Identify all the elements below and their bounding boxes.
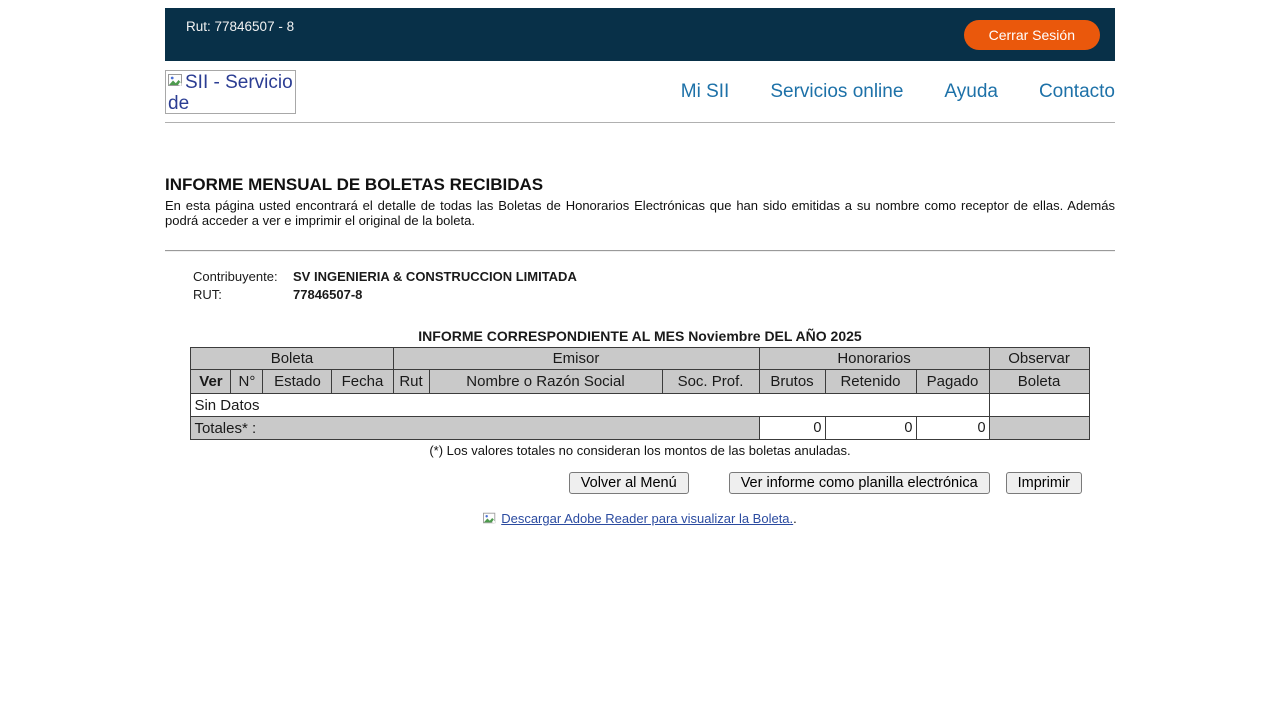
- nav-contacto[interactable]: Contacto: [1038, 80, 1115, 102]
- nav-ayuda[interactable]: Ayuda: [944, 80, 998, 102]
- divider: [165, 250, 1115, 252]
- taxpayer-info: [193, 268, 1115, 304]
- col-soc-prof: Soc. Prof.: [662, 370, 759, 394]
- totals-brutos-cell: 0: [759, 417, 825, 440]
- group-header-boleta: Boleta: [191, 348, 393, 370]
- print-button[interactable]: Imprimir: [1006, 472, 1082, 494]
- col-fecha: Fecha: [332, 370, 393, 394]
- nav-mi-sii[interactable]: Mi SII: [680, 80, 730, 102]
- group-header-honorarios: Honorarios: [759, 348, 989, 370]
- site-header: [165, 61, 1115, 123]
- broken-image-icon: [168, 72, 184, 93]
- download-adobe-reader-link[interactable]: Descargar Adobe Reader para visualizar la Boleta.: [501, 511, 794, 526]
- page-description: En esta página usted encontrará el detalle de todas las Boletas de Honorarios Electrónicas que han sido emitidas a su nombre como receptor de ellas. Además podrá acceder a ver e imprimir el original de la boleta.: [165, 198, 1115, 228]
- col-retenido: Retenido: [825, 370, 916, 394]
- sii-logo-broken-image[interactable]: [165, 70, 296, 114]
- taxpayer-name-row: [193, 268, 1115, 286]
- adobe-reader-row: [165, 511, 1115, 528]
- taxpayer-rut-label: RUT:: [193, 287, 222, 302]
- col-pagado: Pagado: [916, 370, 989, 394]
- totals-label-cell: Totales* :: [191, 417, 759, 440]
- view-spreadsheet-button[interactable]: Ver informe como planilla electrónica: [729, 472, 990, 494]
- table-footnote: (*) Los valores totales no consideran los montos de las boletas anuladas.: [429, 443, 851, 458]
- main-nav: [681, 81, 1115, 103]
- report-caption: INFORME CORRESPONDIENTE AL MES Noviembre DEL AÑO 2025: [418, 328, 862, 344]
- no-data-cell: Sin Datos: [191, 394, 989, 417]
- taxpayer-name-value: SV INGENIERIA & CONSTRUCCION LIMITADA: [293, 269, 577, 284]
- col-rut: Rut: [393, 370, 429, 394]
- column-header-row: [191, 370, 1089, 394]
- back-to-menu-button[interactable]: Volver al Menú: [569, 472, 689, 494]
- logo-alt-text: SII - Servicio de: [168, 71, 293, 114]
- page-container: [165, 8, 1115, 528]
- link-suffix-period: .: [793, 511, 797, 526]
- session-rut-label: Rut: 77846507 - 8: [186, 19, 295, 34]
- group-header-emisor: Emisor: [393, 348, 759, 370]
- logout-button[interactable]: Cerrar Sesión: [964, 20, 1100, 50]
- col-estado: Estado: [263, 370, 332, 394]
- col-ver: Ver: [191, 370, 231, 394]
- taxpayer-name-label: Contribuyente:: [193, 269, 278, 284]
- no-data-observar-cell: [989, 394, 1089, 417]
- taxpayer-rut-value: 77846507-8: [293, 287, 363, 302]
- taxpayer-rut-row: [193, 286, 1115, 304]
- totals-pagado-cell: 0: [916, 417, 989, 440]
- col-boleta: Boleta: [989, 370, 1089, 394]
- report-table: [190, 347, 1089, 440]
- action-buttons: [165, 472, 1115, 494]
- totals-row: [191, 417, 1089, 440]
- col-numero: N°: [231, 370, 263, 394]
- page-title: INFORME MENSUAL DE BOLETAS RECIBIDAS: [165, 175, 544, 194]
- empty-data-row: [191, 394, 1089, 417]
- col-brutos: Brutos: [759, 370, 825, 394]
- broken-image-icon-small: [483, 513, 497, 528]
- col-razon-social: Nombre o Razón Social: [429, 370, 662, 394]
- session-topbar: [165, 8, 1115, 61]
- totals-observar-cell: [989, 417, 1089, 440]
- group-header-observar: Observar: [989, 348, 1089, 370]
- nav-servicios-online[interactable]: Servicios online: [770, 80, 904, 102]
- group-header-row: [191, 348, 1089, 370]
- totals-retenido-cell: 0: [825, 417, 916, 440]
